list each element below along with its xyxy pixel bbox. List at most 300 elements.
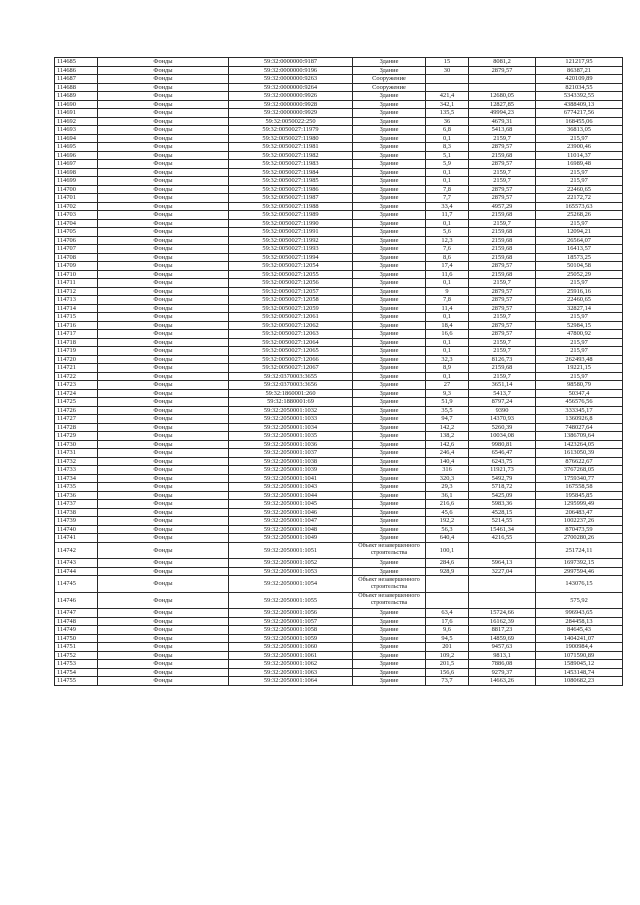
cell-cadastral-number: 59:32:2050001:1059 bbox=[229, 634, 353, 643]
cell-cadastral-number: 59:32:2050001:1045 bbox=[229, 500, 353, 509]
cell-record-id: 114749 bbox=[55, 626, 98, 635]
cell-area: 192,2 bbox=[426, 517, 469, 526]
cell-cadastral-number: 59:32:2050001:1034 bbox=[229, 423, 353, 432]
cell-record-id: 114703 bbox=[55, 211, 98, 220]
cell-area: 0,1 bbox=[426, 134, 469, 143]
cell-cadastral-value: 996943,65 bbox=[536, 609, 623, 618]
cell-record-id: 114723 bbox=[55, 381, 98, 390]
cell-record-id: 114695 bbox=[55, 143, 98, 152]
cell-cadastral-number: 59:32:2050001:1047 bbox=[229, 517, 353, 526]
cell-record-id: 114740 bbox=[55, 525, 98, 534]
cell-price-per-unit: 2159,68 bbox=[469, 151, 536, 160]
cell-area: 12,3 bbox=[426, 236, 469, 245]
cell-cadastral-number: 59:32:0000000:9263 bbox=[229, 75, 353, 84]
table-row bbox=[55, 364, 623, 373]
cell-cadastral-number: 59:32:0050027:12059 bbox=[229, 304, 353, 313]
cell-cadastral-number: 59:32:0050027:11980 bbox=[229, 134, 353, 143]
cell-area: 5,1 bbox=[426, 151, 469, 160]
cell-object-type: Здание bbox=[353, 440, 426, 449]
table-row bbox=[55, 134, 623, 143]
cell-cadastral-number: 59:32:0050027:11986 bbox=[229, 185, 353, 194]
cell-object-type: Здание bbox=[353, 534, 426, 543]
cell-price-per-unit: 4216,55 bbox=[469, 534, 536, 543]
table-row bbox=[55, 466, 623, 475]
cell-fund: Фонды bbox=[98, 389, 229, 398]
cell-object-type: Здание bbox=[353, 466, 426, 475]
cell-record-id: 114713 bbox=[55, 296, 98, 305]
table-row bbox=[55, 406, 623, 415]
cell-area: 0,1 bbox=[426, 219, 469, 228]
cell-record-id: 114704 bbox=[55, 219, 98, 228]
cell-record-id: 114701 bbox=[55, 194, 98, 203]
table-row bbox=[55, 262, 623, 271]
cell-fund: Фонды bbox=[98, 626, 229, 635]
cell-price-per-unit bbox=[469, 576, 536, 593]
cell-area: 51,9 bbox=[426, 398, 469, 407]
cell-object-type: Здание bbox=[353, 194, 426, 203]
table-row bbox=[55, 389, 623, 398]
cell-area: 216,6 bbox=[426, 500, 469, 509]
table-row bbox=[55, 423, 623, 432]
cell-fund: Фонды bbox=[98, 177, 229, 186]
cell-record-id: 114692 bbox=[55, 117, 98, 126]
cell-object-type: Здание bbox=[353, 372, 426, 381]
cell-record-id: 114730 bbox=[55, 440, 98, 449]
cell-price-per-unit: 2879,57 bbox=[469, 287, 536, 296]
cell-price-per-unit: 2159,68 bbox=[469, 211, 536, 220]
cell-cadastral-value: 333345,17 bbox=[536, 406, 623, 415]
cell-price-per-unit: 8126,73 bbox=[469, 355, 536, 364]
cell-cadastral-number: 59:32:2050001:1062 bbox=[229, 660, 353, 669]
cell-cadastral-number: 59:32:0000000:9264 bbox=[229, 83, 353, 92]
cell-price-per-unit: 6546,47 bbox=[469, 449, 536, 458]
cell-price-per-unit: 5983,36 bbox=[469, 500, 536, 509]
table-row bbox=[55, 109, 623, 118]
cell-cadastral-value: 50347,4 bbox=[536, 389, 623, 398]
cell-object-type: Здание bbox=[353, 143, 426, 152]
cell-cadastral-number: 59:32:2050001:1058 bbox=[229, 626, 353, 635]
cell-fund: Фонды bbox=[98, 75, 229, 84]
cell-cadastral-number: 59:32:0050027:11994 bbox=[229, 253, 353, 262]
cell-cadastral-value: 1900984,4 bbox=[536, 643, 623, 652]
cell-price-per-unit: 4957,29 bbox=[469, 202, 536, 211]
registry-sheet bbox=[54, 57, 622, 686]
cell-cadastral-number: 59:32:0050027:11988 bbox=[229, 202, 353, 211]
cell-area: 63,4 bbox=[426, 609, 469, 618]
table-row bbox=[55, 75, 623, 84]
cell-cadastral-number: 59:32:0050027:12055 bbox=[229, 270, 353, 279]
cell-area: 7,8 bbox=[426, 185, 469, 194]
cell-fund: Фонды bbox=[98, 634, 229, 643]
cell-cadastral-value: 26564,07 bbox=[536, 236, 623, 245]
cell-object-type: Здание bbox=[353, 126, 426, 135]
cell-price-per-unit: 14663,26 bbox=[469, 677, 536, 686]
cell-price-per-unit: 2159,68 bbox=[469, 364, 536, 373]
table-row bbox=[55, 66, 623, 75]
cell-record-id: 114688 bbox=[55, 83, 98, 92]
cell-cadastral-number: 59:32:0000000:9196 bbox=[229, 66, 353, 75]
cell-area: 640,4 bbox=[426, 534, 469, 543]
cell-object-type: Здание bbox=[353, 92, 426, 101]
cell-area: 140,4 bbox=[426, 457, 469, 466]
cell-cadastral-value: 821034,55 bbox=[536, 83, 623, 92]
table-row bbox=[55, 194, 623, 203]
cell-cadastral-number: 59:32:2050001:1049 bbox=[229, 534, 353, 543]
table-row bbox=[55, 534, 623, 543]
cell-record-id: 114735 bbox=[55, 483, 98, 492]
cell-cadastral-value: 215,97 bbox=[536, 372, 623, 381]
cell-cadastral-number: 59:32:0050027:12058 bbox=[229, 296, 353, 305]
cell-object-type: Здание bbox=[353, 525, 426, 534]
cell-cadastral-value: 50104,58 bbox=[536, 262, 623, 271]
cell-cadastral-value: 52984,15 bbox=[536, 321, 623, 330]
cell-record-id: 114719 bbox=[55, 347, 98, 356]
cell-fund: Фонды bbox=[98, 525, 229, 534]
cell-object-type: Сооружение bbox=[353, 83, 426, 92]
cell-cadastral-number: 59:32:0000000:9928 bbox=[229, 100, 353, 109]
cell-fund: Фонды bbox=[98, 194, 229, 203]
cell-area: 0,1 bbox=[426, 372, 469, 381]
cell-record-id: 114732 bbox=[55, 457, 98, 466]
cell-area: 142,6 bbox=[426, 440, 469, 449]
table-row bbox=[55, 117, 623, 126]
cell-object-type: Здание bbox=[353, 483, 426, 492]
cell-cadastral-value: 215,97 bbox=[536, 279, 623, 288]
cell-cadastral-number: 59:32:0050027:11983 bbox=[229, 160, 353, 169]
table-row bbox=[55, 330, 623, 339]
table-row bbox=[55, 338, 623, 347]
cell-price-per-unit: 14370,93 bbox=[469, 415, 536, 424]
cell-cadastral-number: 59:32:0050022:250 bbox=[229, 117, 353, 126]
cell-record-id: 114717 bbox=[55, 330, 98, 339]
cell-record-id: 114739 bbox=[55, 517, 98, 526]
cell-price-per-unit: 2879,57 bbox=[469, 194, 536, 203]
cell-cadastral-value: 11014,37 bbox=[536, 151, 623, 160]
table-row bbox=[55, 253, 623, 262]
cell-record-id: 114746 bbox=[55, 592, 98, 609]
cell-object-type: Здание bbox=[353, 677, 426, 686]
cell-price-per-unit: 11921,73 bbox=[469, 466, 536, 475]
cell-cadastral-number: 59:32:2050001:1053 bbox=[229, 567, 353, 576]
table-row bbox=[55, 592, 623, 609]
cell-record-id: 114755 bbox=[55, 677, 98, 686]
cell-cadastral-number: 59:32:2050001:1057 bbox=[229, 617, 353, 626]
cell-cadastral-value: 16989,48 bbox=[536, 160, 623, 169]
cell-cadastral-value: 4388409,13 bbox=[536, 100, 623, 109]
table-row bbox=[55, 517, 623, 526]
cell-cadastral-value: 1697392,15 bbox=[536, 559, 623, 568]
cell-price-per-unit: 5492,79 bbox=[469, 474, 536, 483]
cell-object-type: Здание bbox=[353, 296, 426, 305]
cell-cadastral-number: 59:32:0050027:12064 bbox=[229, 338, 353, 347]
cell-fund: Фонды bbox=[98, 466, 229, 475]
cell-fund: Фонды bbox=[98, 338, 229, 347]
table-row bbox=[55, 508, 623, 517]
cell-price-per-unit: 8797,24 bbox=[469, 398, 536, 407]
cell-cadastral-value: 18573,25 bbox=[536, 253, 623, 262]
cell-area: 16,6 bbox=[426, 330, 469, 339]
cell-cadastral-number: 59:32:0000000:9929 bbox=[229, 109, 353, 118]
cell-cadastral-number: 59:32:0050027:11989 bbox=[229, 211, 353, 220]
cell-fund: Фонды bbox=[98, 355, 229, 364]
cell-area bbox=[426, 83, 469, 92]
cell-record-id: 114741 bbox=[55, 534, 98, 543]
cell-fund: Фонды bbox=[98, 398, 229, 407]
table-row bbox=[55, 355, 623, 364]
cell-price-per-unit: 2159,7 bbox=[469, 338, 536, 347]
cell-fund: Фонды bbox=[98, 617, 229, 626]
cell-area: 30 bbox=[426, 66, 469, 75]
cell-cadastral-value: 215,97 bbox=[536, 338, 623, 347]
cell-cadastral-value: 5343392,55 bbox=[536, 92, 623, 101]
cell-fund: Фонды bbox=[98, 236, 229, 245]
cell-price-per-unit: 2879,57 bbox=[469, 321, 536, 330]
cell-record-id: 114742 bbox=[55, 542, 98, 559]
cell-cadastral-value: 22172,72 bbox=[536, 194, 623, 203]
cell-record-id: 114744 bbox=[55, 567, 98, 576]
table-row bbox=[55, 567, 623, 576]
table-row bbox=[55, 313, 623, 322]
cell-cadastral-value: 165573,63 bbox=[536, 202, 623, 211]
table-row bbox=[55, 617, 623, 626]
cell-record-id: 114716 bbox=[55, 321, 98, 330]
cell-cadastral-number: 59:32:0050027:12062 bbox=[229, 321, 353, 330]
cell-record-id: 114736 bbox=[55, 491, 98, 500]
cell-cadastral-value: 168455,06 bbox=[536, 117, 623, 126]
cell-area: 17,6 bbox=[426, 617, 469, 626]
cell-cadastral-value: 3767268,05 bbox=[536, 466, 623, 475]
cell-object-type: Здание bbox=[353, 219, 426, 228]
cell-fund: Фонды bbox=[98, 117, 229, 126]
cell-record-id: 114738 bbox=[55, 508, 98, 517]
cell-cadastral-number: 59:32:0000000:9926 bbox=[229, 92, 353, 101]
cell-record-id: 114702 bbox=[55, 202, 98, 211]
cell-cadastral-value: 215,97 bbox=[536, 168, 623, 177]
table-row bbox=[55, 321, 623, 330]
cell-fund: Фонды bbox=[98, 677, 229, 686]
cell-fund: Фонды bbox=[98, 364, 229, 373]
cell-area: 94,5 bbox=[426, 634, 469, 643]
cell-fund: Фонды bbox=[98, 508, 229, 517]
cell-cadastral-number: 59:32:2050001:1041 bbox=[229, 474, 353, 483]
cell-cadastral-value: 47800,92 bbox=[536, 330, 623, 339]
cell-cadastral-value: 262493,48 bbox=[536, 355, 623, 364]
cell-fund: Фонды bbox=[98, 500, 229, 509]
cell-object-type: Здание bbox=[353, 567, 426, 576]
table-row bbox=[55, 126, 623, 135]
cell-cadastral-number: 59:32:2050001:1064 bbox=[229, 677, 353, 686]
cell-area: 7,7 bbox=[426, 194, 469, 203]
cell-price-per-unit: 5413,7 bbox=[469, 389, 536, 398]
cell-price-per-unit: 2159,68 bbox=[469, 236, 536, 245]
table-row bbox=[55, 151, 623, 160]
cell-price-per-unit: 2159,7 bbox=[469, 313, 536, 322]
cell-area: 29,3 bbox=[426, 483, 469, 492]
cell-price-per-unit: 2159,7 bbox=[469, 347, 536, 356]
cell-cadastral-number: 59:32:2050001:1033 bbox=[229, 415, 353, 424]
cell-price-per-unit: 8817,23 bbox=[469, 626, 536, 635]
cell-object-type: Здание bbox=[353, 643, 426, 652]
cell-cadastral-value: 1759340,77 bbox=[536, 474, 623, 483]
cell-area: 0,1 bbox=[426, 313, 469, 322]
cell-object-type: Здание bbox=[353, 177, 426, 186]
cell-cadastral-number: 59:32:2050001:1061 bbox=[229, 651, 353, 660]
cell-cadastral-value: 870473,59 bbox=[536, 525, 623, 534]
cell-fund: Фонды bbox=[98, 651, 229, 660]
registry-table bbox=[54, 57, 623, 686]
cell-price-per-unit: 4528,15 bbox=[469, 508, 536, 517]
cell-fund: Фонды bbox=[98, 609, 229, 618]
cell-object-type: Здание bbox=[353, 668, 426, 677]
cell-record-id: 114747 bbox=[55, 609, 98, 618]
cell-object-type: Здание bbox=[353, 109, 426, 118]
cell-fund: Фонды bbox=[98, 134, 229, 143]
cell-object-type: Здание bbox=[353, 100, 426, 109]
cell-area: 73,7 bbox=[426, 677, 469, 686]
cell-area: 156,6 bbox=[426, 668, 469, 677]
cell-cadastral-number: 59:32:0050027:12066 bbox=[229, 355, 353, 364]
cell-price-per-unit: 9279,37 bbox=[469, 668, 536, 677]
cell-cadastral-value: 420109,89 bbox=[536, 75, 623, 84]
cell-cadastral-value: 456576,56 bbox=[536, 398, 623, 407]
cell-cadastral-value: 748027,64 bbox=[536, 423, 623, 432]
cell-object-type: Здание bbox=[353, 432, 426, 441]
cell-fund: Фонды bbox=[98, 126, 229, 135]
cell-cadastral-value: 215,97 bbox=[536, 313, 623, 322]
cell-area: 36,1 bbox=[426, 491, 469, 500]
cell-object-type: Здание bbox=[353, 253, 426, 262]
cell-object-type: Здание bbox=[353, 321, 426, 330]
cell-price-per-unit: 2159,7 bbox=[469, 279, 536, 288]
cell-object-type: Здание bbox=[353, 381, 426, 390]
cell-cadastral-number: 59:32:2050001:1046 bbox=[229, 508, 353, 517]
cell-record-id: 114711 bbox=[55, 279, 98, 288]
cell-cadastral-number: 59:32:0050027:11991 bbox=[229, 228, 353, 237]
cell-area: 9,6 bbox=[426, 626, 469, 635]
cell-record-id: 114724 bbox=[55, 389, 98, 398]
cell-object-type: Объект незавершенного строительства bbox=[353, 542, 426, 559]
cell-area: 284,6 bbox=[426, 559, 469, 568]
cell-cadastral-value: 1423264,05 bbox=[536, 440, 623, 449]
table-row bbox=[55, 100, 623, 109]
table-row bbox=[55, 92, 623, 101]
cell-record-id: 114743 bbox=[55, 559, 98, 568]
cell-area: 7,8 bbox=[426, 296, 469, 305]
cell-fund: Фонды bbox=[98, 304, 229, 313]
cell-object-type: Здание bbox=[353, 58, 426, 67]
cell-area: 32,3 bbox=[426, 355, 469, 364]
cell-fund: Фонды bbox=[98, 491, 229, 500]
registry-table-body bbox=[55, 58, 623, 686]
cell-object-type: Здание bbox=[353, 211, 426, 220]
cell-cadastral-number: 59:32:2050001:1048 bbox=[229, 525, 353, 534]
cell-price-per-unit: 5214,55 bbox=[469, 517, 536, 526]
cell-cadastral-value: 12094,21 bbox=[536, 228, 623, 237]
cell-object-type: Здание bbox=[353, 279, 426, 288]
cell-cadastral-number: 59:32:0050027:11987 bbox=[229, 194, 353, 203]
cell-fund: Фонды bbox=[98, 143, 229, 152]
table-row bbox=[55, 415, 623, 424]
cell-cadastral-number: 59:32:0050027:11993 bbox=[229, 245, 353, 254]
table-row bbox=[55, 643, 623, 652]
cell-area: 35,5 bbox=[426, 406, 469, 415]
cell-record-id: 114722 bbox=[55, 372, 98, 381]
cell-price-per-unit: 2159,68 bbox=[469, 270, 536, 279]
table-row bbox=[55, 347, 623, 356]
cell-price-per-unit: 2879,57 bbox=[469, 330, 536, 339]
cell-object-type: Здание bbox=[353, 609, 426, 618]
cell-object-type: Здание bbox=[353, 228, 426, 237]
cell-price-per-unit: 9813,1 bbox=[469, 651, 536, 660]
cell-price-per-unit: 2159,7 bbox=[469, 134, 536, 143]
table-row bbox=[55, 651, 623, 660]
cell-cadastral-value: 16413,57 bbox=[536, 245, 623, 254]
cell-fund: Фонды bbox=[98, 296, 229, 305]
cell-cadastral-value: 121217,95 bbox=[536, 58, 623, 67]
cell-fund: Фонды bbox=[98, 415, 229, 424]
cell-price-per-unit bbox=[469, 592, 536, 609]
cell-price-per-unit: 14859,69 bbox=[469, 634, 536, 643]
cell-object-type: Здание bbox=[353, 626, 426, 635]
cell-object-type: Здание bbox=[353, 517, 426, 526]
cell-cadastral-number: 59:32:2050001:1038 bbox=[229, 457, 353, 466]
cell-fund: Фонды bbox=[98, 474, 229, 483]
cell-area: 8,9 bbox=[426, 364, 469, 373]
cell-cadastral-value: 1386709,64 bbox=[536, 432, 623, 441]
cell-cadastral-number: 59:32:2050001:1052 bbox=[229, 559, 353, 568]
cell-cadastral-value: 1071590,89 bbox=[536, 651, 623, 660]
cell-cadastral-number: 59:32:2050001:1035 bbox=[229, 432, 353, 441]
cell-cadastral-number: 59:32:2050001:1051 bbox=[229, 542, 353, 559]
cell-fund: Фонды bbox=[98, 287, 229, 296]
cell-object-type: Объект незавершенного строительства bbox=[353, 576, 426, 593]
cell-price-per-unit: 2159,68 bbox=[469, 245, 536, 254]
cell-area: 109,2 bbox=[426, 651, 469, 660]
cell-fund: Фонды bbox=[98, 58, 229, 67]
table-row bbox=[55, 236, 623, 245]
cell-fund: Фонды bbox=[98, 228, 229, 237]
cell-area: 7,6 bbox=[426, 245, 469, 254]
cell-record-id: 114726 bbox=[55, 406, 98, 415]
cell-cadastral-value: 284458,13 bbox=[536, 617, 623, 626]
table-row bbox=[55, 279, 623, 288]
cell-record-id: 114712 bbox=[55, 287, 98, 296]
cell-fund: Фонды bbox=[98, 270, 229, 279]
cell-object-type: Здание bbox=[353, 185, 426, 194]
cell-cadastral-value: 25916,16 bbox=[536, 287, 623, 296]
cell-record-id: 114697 bbox=[55, 160, 98, 169]
cell-object-type: Здание bbox=[353, 559, 426, 568]
cell-fund: Фонды bbox=[98, 202, 229, 211]
cell-record-id: 114687 bbox=[55, 75, 98, 84]
cell-area: 8,6 bbox=[426, 253, 469, 262]
cell-cadastral-value: 876622,67 bbox=[536, 457, 623, 466]
table-row bbox=[55, 525, 623, 534]
cell-cadastral-number: 59:32:2050001:1055 bbox=[229, 592, 353, 609]
cell-object-type: Здание bbox=[353, 338, 426, 347]
cell-price-per-unit: 2879,57 bbox=[469, 143, 536, 152]
cell-record-id: 114751 bbox=[55, 643, 98, 652]
cell-area: 246,4 bbox=[426, 449, 469, 458]
cell-fund: Фонды bbox=[98, 219, 229, 228]
cell-object-type: Здание bbox=[353, 287, 426, 296]
table-row bbox=[55, 398, 623, 407]
table-row bbox=[55, 440, 623, 449]
table-row bbox=[55, 270, 623, 279]
cell-object-type: Здание bbox=[353, 134, 426, 143]
cell-fund: Фонды bbox=[98, 559, 229, 568]
cell-area: 5,9 bbox=[426, 160, 469, 169]
